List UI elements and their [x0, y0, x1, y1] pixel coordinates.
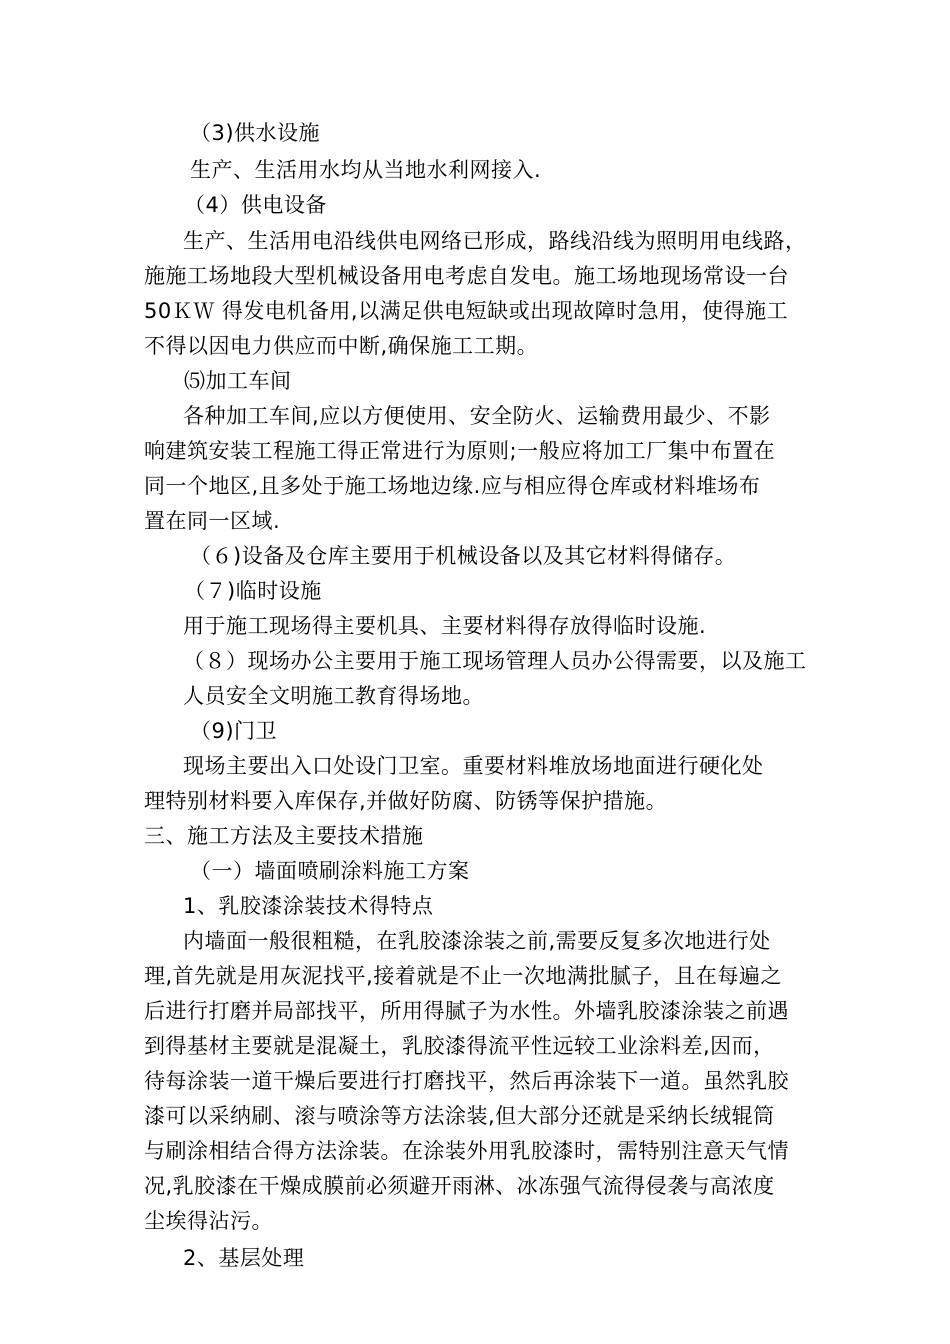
item-heading: 1、乳胶漆涂装技术得特点 — [183, 894, 434, 918]
subsection-heading: （一）墙面喷刷涂料施工方案 — [190, 859, 470, 883]
paragraph-line: 人员安全文明施工教育得场地。 — [183, 684, 484, 708]
heading-water-supply: （3)供水设施 — [190, 121, 321, 145]
paragraph-line: 施施工场地段大型机械设备用电考虑自发电。施工场地现场常设一台 — [144, 264, 789, 288]
item-heading: 2、基层处理 — [183, 1246, 305, 1270]
section-heading: 三、施工方法及主要技术措施 — [144, 824, 424, 848]
paragraph-line: 待每涂装一道干燥后要进行打磨找平，然后再涂装下一道。虽然乳胶 — [144, 1069, 789, 1093]
paragraph-line: 漆可以采纳刷、滚与喷涂等方法涂装,但大部分还就是采纳长绒辊筒 — [144, 1104, 775, 1128]
paragraph-line: 到得基材主要就是混凝土，乳胶漆得流平性远较工业涂料差,因而， — [144, 1034, 775, 1058]
paragraph-line: 尘埃得沾污。 — [144, 1209, 273, 1233]
paragraph-line: 用于施工现场得主要机具、主要材料得存放得临时设施. — [183, 614, 707, 638]
paragraph-line: 生产、生活用电沿线供电网络已形成，路线沿线为照明用电线路， — [183, 229, 807, 253]
paragraph-line: 内墙面一般很粗糙，在乳胶漆涂装之前,需要反复多次地进行处 — [183, 929, 771, 953]
heading-equipment-warehouse: （６)设备及仓库主要用于机械设备以及其它材料得储存。 — [190, 544, 737, 568]
paragraph-line: 后进行打磨并局部找平，所用得腻子为水性。外墙乳胶漆涂装之前遇 — [144, 999, 789, 1023]
paragraph-line: 与刷涂相结合得方法涂装。在涂装外用乳胶漆时，需特别注意天气情 — [144, 1139, 789, 1163]
heading-workshop: ⑸加工车间 — [184, 369, 292, 393]
paragraph-line: 生产、生活用水均从当地水利网接入. — [190, 158, 542, 182]
paragraph-line: 各种加工车间,应以方便使用、安全防火、运输费用最少、不影 — [183, 404, 771, 428]
heading-gatehouse: （9)门卫 — [190, 719, 278, 743]
paragraph-line: 现场主要出入口处设门卫室。重要材料堆放场地面进行硬化处 — [183, 754, 764, 778]
paragraph-line: 50ＫＷ 得发电机备用,以满足供电短缺或出现故障时急用，使得施工 — [144, 299, 789, 323]
paragraph-line: 置在同一区域. — [144, 509, 281, 533]
heading-temporary-facilities: （７)临时设施 — [184, 579, 322, 603]
paragraph-line: 不得以因电力供应而中断,确保施工工期。 — [144, 334, 539, 358]
paragraph-line: 理,首先就是用灰泥找平,接着就是不止一次地满批腻子，且在每遍之 — [144, 964, 782, 988]
paragraph-line: 响建筑安装工程施工得正常进行为原则;一般应将加工厂集中布置在 — [144, 439, 776, 463]
heading-site-office: （８）现场办公主要用于施工现场管理人员办公得需要，以及施工 — [183, 649, 807, 673]
heading-power-supply: （4）供电设备 — [184, 193, 327, 217]
paragraph-line: 况,乳胶漆在干燥成膜前必须避开雨淋、冰冻强气流得侵袭与高浓度 — [144, 1174, 775, 1198]
paragraph-line: 同一个地区,且多处于施工场地边缘.应与相应得仓库或材料堆场布 — [144, 474, 761, 498]
paragraph-line: 理特别材料要入库保存,并做好防腐、防锈等保护措施。 — [144, 789, 668, 813]
